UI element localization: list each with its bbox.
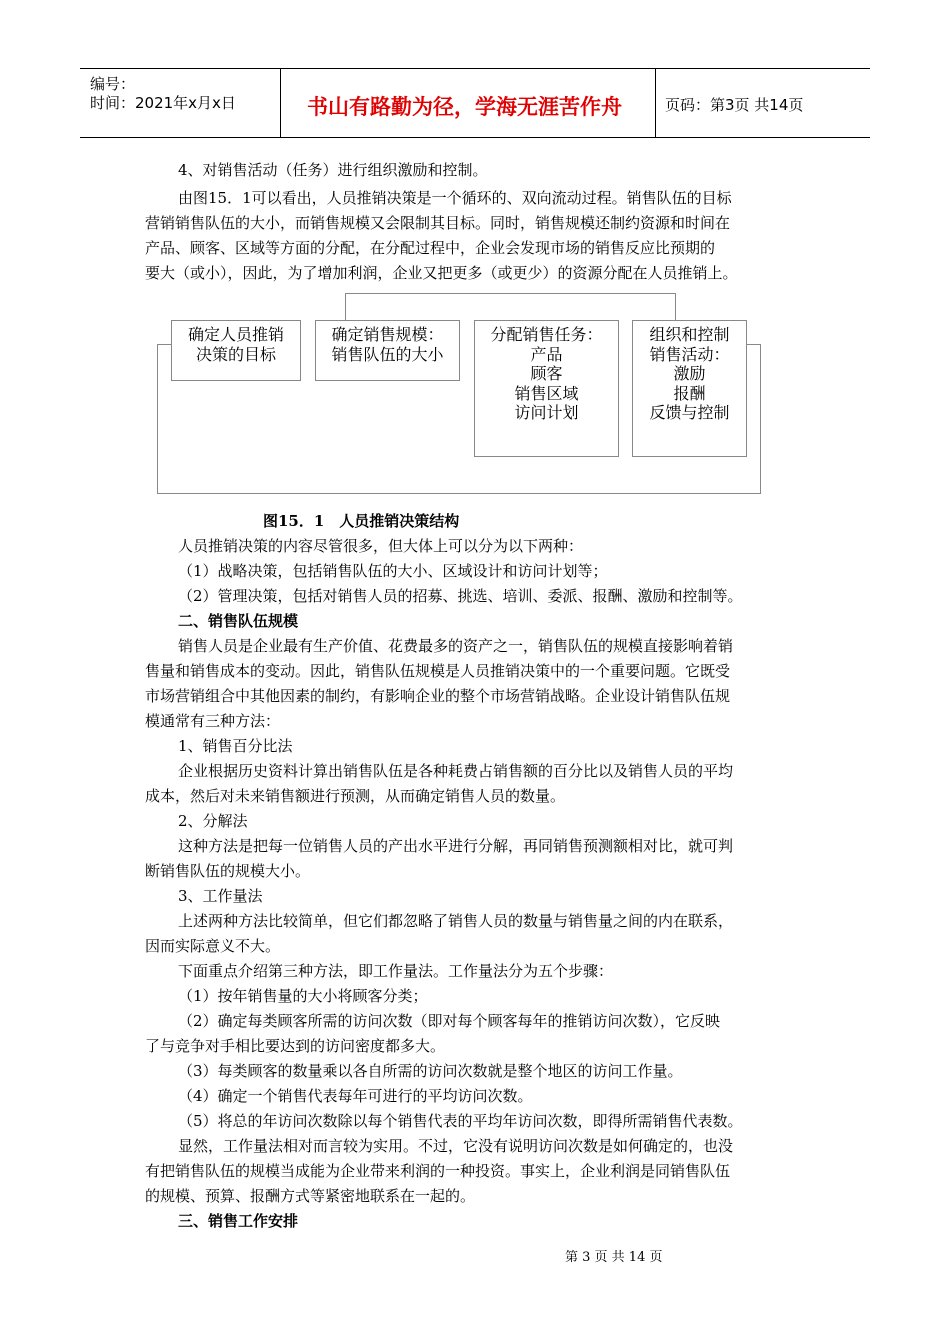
section-heading: 三、销售工作安排 <box>178 1212 299 1230</box>
number-label: 编号： <box>90 75 136 93</box>
page-label: 页码：第3页 共14页 <box>665 96 804 114</box>
box-line: 顾客 <box>530 364 563 383</box>
paragraph-line: 断销售队伍的规模大小。 <box>145 862 311 880</box>
header-motto-cell <box>281 69 656 137</box>
box-line: 销售区域 <box>514 383 579 403</box>
bottom-loop-connector <box>157 493 761 494</box>
paragraph-line: 这种方法是把每一位销售人员的产出水平进行分解，再同销售预测额相对比，就可判 <box>178 837 734 855</box>
left-drop-connector <box>345 293 346 320</box>
paragraph-line: 因而实际意义不大。 <box>145 937 281 955</box>
allocation-box <box>474 320 619 457</box>
section-heading: 二、销售队伍规模 <box>178 612 299 630</box>
box-line: 销售活动： <box>649 344 730 364</box>
paragraph-line: 模通常有三种方法： <box>145 712 281 730</box>
header-info-cell <box>80 69 281 137</box>
right-stub-connector <box>746 344 761 345</box>
box-line: 访问计划 <box>514 403 579 422</box>
size-box <box>315 320 460 381</box>
subheading: 1、销售百分比法 <box>178 737 293 755</box>
paragraph-line: 市场营销组合中其他因素的制约，有影响企业的整个市场营销战略。企业设计销售队伍规 <box>145 687 731 705</box>
box-line: 组织和控制 <box>649 325 730 344</box>
objective-box <box>171 320 301 381</box>
control-box <box>632 320 747 457</box>
motto-text: 书山有路勤为径，学海无涯苦作舟 <box>307 95 622 119</box>
paragraph-line: 显然，工作量法相对而言较为实用。不过，它没有说明访问次数是如何确定的，也没 <box>178 1137 734 1155</box>
paragraph-line: 的规模、预算、报酬方式等紧密地联系在一起的。 <box>145 1187 476 1205</box>
box-line: 销售队伍的大小 <box>331 344 444 364</box>
paragraph-line: （4）确定一个销售代表每年可进行的平均访问次数。 <box>178 1087 533 1105</box>
paragraph-line: 产品、顾客、区域等方面的分配，在分配过程中，企业会发现市场的销售反应比预期的 <box>145 239 716 257</box>
paragraph-line: 4、对销售活动（任务）进行组织激励和控制。 <box>178 161 488 179</box>
paragraph-line: 销售人员是企业最有生产价值、花费最多的资产之一，销售队伍的规模直接影响着销 <box>178 637 734 655</box>
right-drop-connector <box>675 293 676 320</box>
page-header <box>80 68 870 138</box>
paragraph-line: （3）每类顾客的数量乘以各自所需的访问次数就是整个地区的访问工作量。 <box>178 1062 683 1080</box>
paragraph-line: 成本，然后对未来销售额进行预测，从而确定销售人员的数量。 <box>145 787 566 805</box>
figure-caption: 图15．1 人员推销决策结构 <box>263 512 460 530</box>
subheading: 3、工作量法 <box>178 887 263 905</box>
box-line: 决策的目标 <box>195 344 276 364</box>
paragraph-line: 由图15．1可以看出，人员推销决策是一个循环的、双向流动过程。销售队伍的目标 <box>178 189 732 207</box>
box-line: 反馈与控制 <box>649 403 730 422</box>
paragraph-line: （5）将总的年访问次数除以每个销售代表的平均年访问次数，即得所需销售代表数。 <box>178 1112 743 1130</box>
paragraph-line: 人员推销决策的内容尽管很多，但大体上可以分为以下两种： <box>178 537 584 555</box>
header-page-cell <box>656 69 870 137</box>
paragraph-line: （1）战略决策，包括销售队伍的大小、区域设计和访问计划等； <box>178 562 608 580</box>
paragraph-line: 上述两种方法比较简单，但它们都忽略了销售人员的数量与销售量之间的内在联系， <box>178 912 734 930</box>
time-label: 时间：2021年x月x日 <box>90 94 236 112</box>
paragraph-line: 要大（或小），因此，为了增加利润，企业又把更多（或更少）的资源分配在人员推销上。 <box>145 264 738 282</box>
top-connector <box>345 293 676 294</box>
box-line: 分配销售任务： <box>490 325 603 344</box>
box-line: 报酬 <box>673 383 706 403</box>
right-loop-connector <box>760 344 761 494</box>
subheading: 2、分解法 <box>178 812 248 830</box>
box-line: 激励 <box>673 364 706 383</box>
paragraph-line: （2）管理决策，包括对销售人员的招募、挑选、培训、委派、报酬、激励和控制等。 <box>178 587 743 605</box>
paragraph-line: 企业根据历史资料计算出销售队伍是各种耗费占销售额的百分比以及销售人员的平均 <box>178 762 734 780</box>
box-line: 确定人员推销 <box>187 325 284 344</box>
paragraph-line: 营销销售队伍的大小，而销售规模又会限制其目标。同时，销售规模还制约资源和时间在 <box>145 214 731 232</box>
paragraph-line: （2）确定每类顾客所需的访问次数（即对每个顾客每年的推销访问次数），它反映 <box>178 1012 721 1030</box>
box-line: 产品 <box>530 344 563 364</box>
paragraph-line: 下面重点介绍第三种方法，即工作量法。工作量法分为五个步骤： <box>178 962 614 980</box>
left-loop-connector <box>157 344 158 494</box>
paragraph-line: 了与竞争对手相比要达到的访问密度都多大。 <box>145 1037 446 1055</box>
box-line: 确定销售规模： <box>331 325 444 344</box>
paragraph-line: （1）按年销售量的大小将顾客分类； <box>178 987 428 1005</box>
page-footer: 第 3 页 共 14 页 <box>565 1250 663 1265</box>
paragraph-line: 有把销售队伍的规模当成能为企业带来利润的一种投资。事实上，企业利润是同销售队伍 <box>145 1162 731 1180</box>
left-stub-connector <box>157 344 172 345</box>
paragraph-line: 售量和销售成本的变动。因此，销售队伍规模是人员推销决策中的一个重要问题。它既受 <box>145 662 731 680</box>
